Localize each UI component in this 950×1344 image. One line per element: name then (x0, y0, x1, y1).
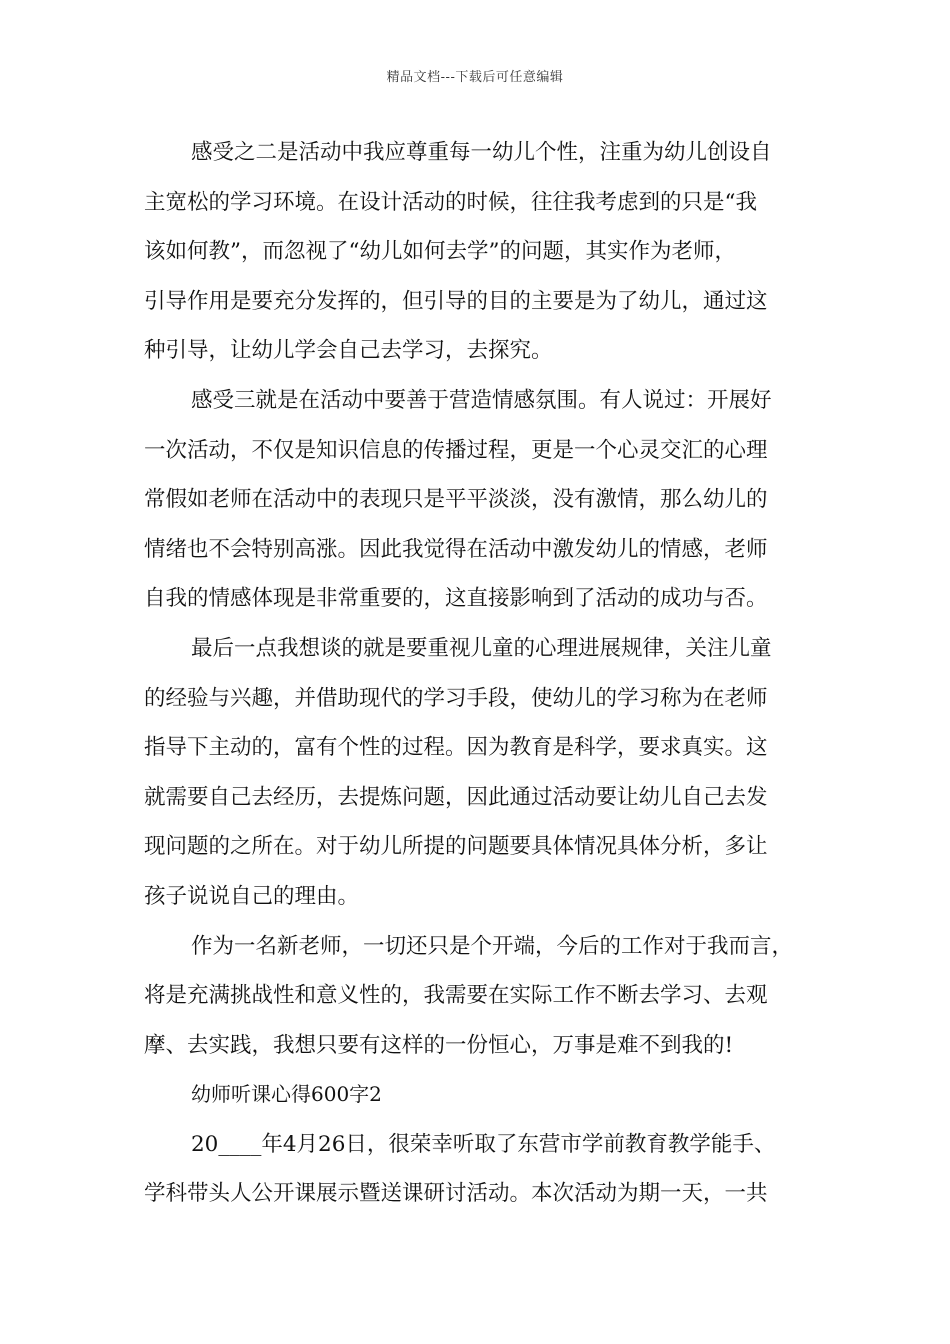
text-line: 种引导，让幼儿学会自己去学习，去探究。 (144, 338, 553, 364)
paragraph-5 (144, 1120, 834, 1219)
text-line: 主宽松的学习环境。在设计活动的时候，往往我考虑到的只是“我 (144, 189, 757, 215)
document-body (144, 128, 834, 1219)
text-line: 将是充满挑战性和意义性的，我需要在实际工作不断去学习、去观 (144, 983, 768, 1009)
text-line: 一次活动，不仅是知识信息的传播过程，更是一个心灵交汇的心理 (144, 437, 768, 463)
text-line: 作为一名新老师，一切还只是个开端，今后的工作对于我而言， (191, 933, 794, 959)
text-line: 情绪也不会特别高涨。因此我觉得在活动中激发幼儿的情感，老师 (144, 536, 768, 562)
text-line: 现问题的之所在。对于幼儿所提的问题要具体情况具体分析，多让 (144, 834, 768, 860)
text-line: 指导下主动的，富有个性的过程。因为教育是科学，要求真实。这 (144, 735, 768, 761)
text-line: 该如何教”，而忽视了“幼儿如何去学”的问题，其实作为老师， (144, 239, 736, 265)
paragraph-3 (144, 624, 834, 922)
text-line: 摩、去实践，我想只要有这样的一份恒心，万事是难不到我的! (144, 1032, 734, 1058)
paragraph-1 (144, 128, 834, 376)
text-line: 常假如老师在活动中的表现只是平平淡淡，没有激情，那么幼儿的 (144, 487, 768, 513)
text-line: 学科带头人公开课展示暨送课研讨活动。本次活动为期一天，一共 (144, 1181, 768, 1207)
text-line: 引导作用是要充分发挥的，但引导的目的主要是为了幼儿，通过这 (144, 288, 768, 314)
section-subtitle: 幼师听课心得600字2 (191, 1082, 382, 1107)
text-line: 感受三就是在活动中要善于营造情感氛围。有人说过：开展好 (191, 387, 772, 413)
text-line: 最后一点我想谈的就是要重视儿童的心理进展规律，关注儿童 (191, 635, 772, 661)
paragraph-4 (144, 922, 834, 1071)
text-line: 就需要自己去经历，去提炼问题，因此通过活动要让幼儿自己去发 (144, 784, 768, 810)
paragraph-2 (144, 376, 834, 624)
page-header: 精品文档---下载后可任意编辑 (386, 70, 564, 85)
text-line: 感受之二是活动中我应尊重每一幼儿个性，注重为幼儿创设自 (191, 140, 772, 165)
text-line: 自我的情感体现是非常重要的，这直接影响到了活动的成功与否。 (144, 586, 768, 612)
text-line: 的经验与兴趣，并借助现代的学习手段，使幼儿的学习称为在老师 (144, 685, 768, 711)
text-line: 20____年4月26日，很荣幸听取了东营市学前教育教学能手、 (191, 1131, 776, 1157)
text-line: 孩子说说自己的理由。 (144, 883, 360, 909)
